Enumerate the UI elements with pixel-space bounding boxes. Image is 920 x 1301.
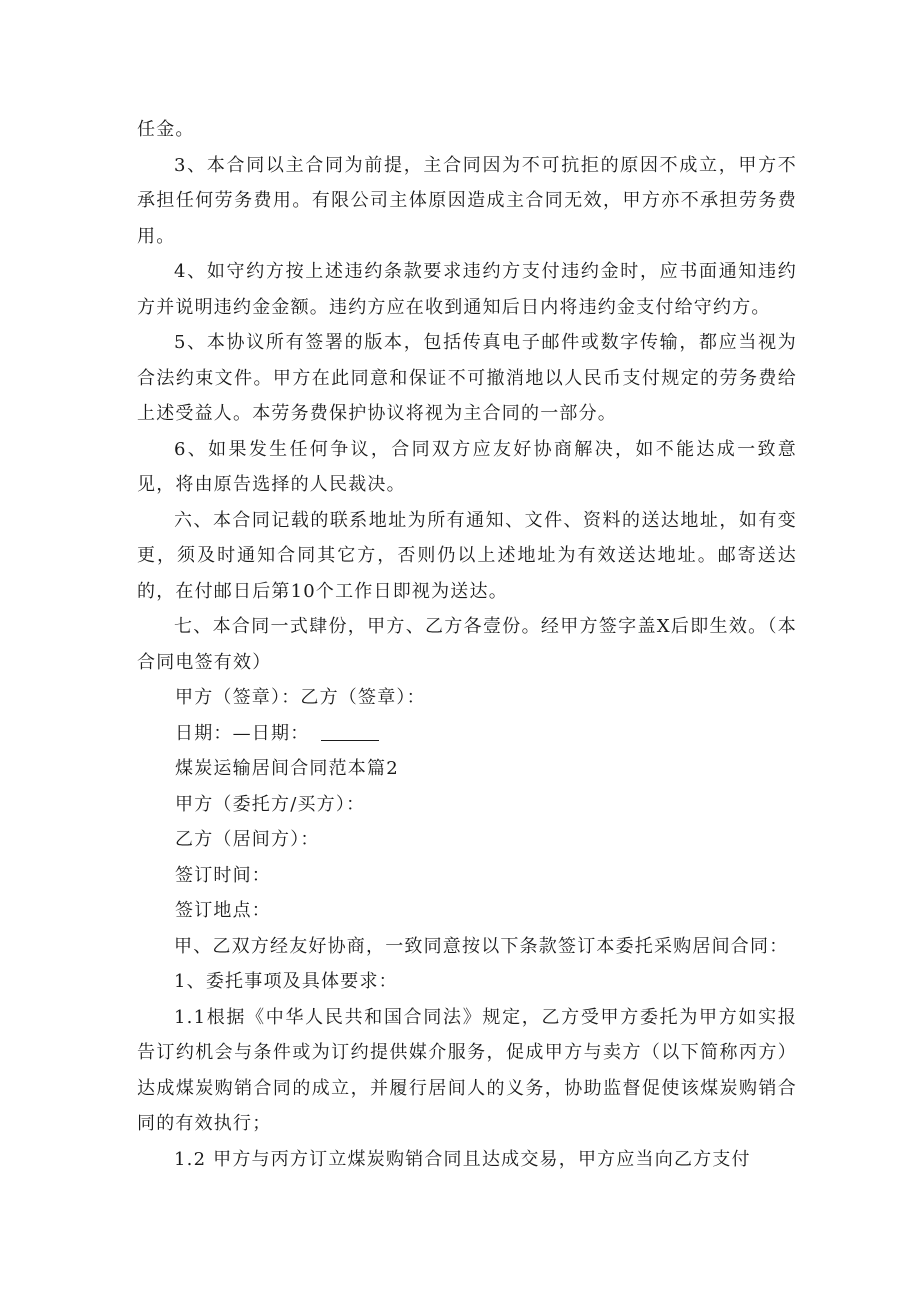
clause-5: 5、本协议所有签署的版本，包括传真电子邮件或数字传输，都应当视为合法约束文件。甲方在此同意和保证不可撤消地以人民币支付规定的劳务费给上述受益人。本劳务费保护协议将视为主合同的一部分。: [137, 332, 797, 424]
item-1-title: 1、委托事项及具体要求：: [174, 971, 398, 992]
signature-line: 甲方（签章）：乙方（签章）：: [175, 687, 426, 708]
intro-paragraph: 甲、乙双方经友好协商，一致同意按以下条款签订本委托采购居间合同：: [174, 935, 789, 957]
document-page: [137, 112, 797, 1177]
sign-place-line: 签订地点：: [175, 900, 271, 921]
clause-6: 6、如果发生任何争议，合同双方应友好协商解决，如不能达成一致意见，将由原告选择的人民裁决。: [137, 438, 797, 495]
clause-4: 4、如守约方按上述违约条款要求违约方支付违约金时，应书面通知违约方并说明违约金金额。违约方应在收到通知后日内将违约金支付给守约方。: [137, 261, 797, 318]
section-six: 六、本合同记载的联系地址为所有通知、文件、资料的送达地址，如有变更，须及时通知合同其它方，否则仍以上述地址为有效送达地址。邮寄送达的，在付邮日后第10个工作日即视为送达。: [137, 509, 797, 602]
date-blank: [321, 724, 379, 741]
party-b-line: 乙方（居间方）：: [175, 829, 320, 850]
date-line: [137, 716, 797, 752]
sign-time-line: 签订时间：: [175, 864, 271, 886]
paragraph-continuation: 任金。: [137, 119, 195, 140]
date-label: 日期：—日期：: [175, 722, 310, 744]
section-title: 煤炭运输居间合同范本篇2: [175, 758, 399, 779]
party-a-line: 甲方（委托方/买方）：: [175, 793, 366, 815]
clause-3: 3、本合同以主合同为前提，主合同因为不可抗拒的原因不成立，甲方不承担任何劳务费用。有限公司主体原因造成主合同无效，甲方亦不承担劳务费用。: [137, 154, 797, 247]
section-seven: 七、本合同一式肆份，甲方、乙方各壹份。经甲方签字盖X后即生效。（本合同电签有效）: [137, 616, 797, 673]
item-1-2: 1.2 甲方与丙方订立煤炭购销合同且达成交易，甲方应当向乙方支付: [174, 1148, 751, 1170]
item-1-1: 1.1根据《中华人民共和国合同法》规定，乙方受甲方委托为甲方如实报告订约机会与条件或为订约提供媒介服务，促成甲方与卖方（以下简称丙方）达成煤炭购销合同的成立，并履行居间人的义务，协助监督促使该煤炭购销合同的有效执行；: [137, 1006, 797, 1134]
